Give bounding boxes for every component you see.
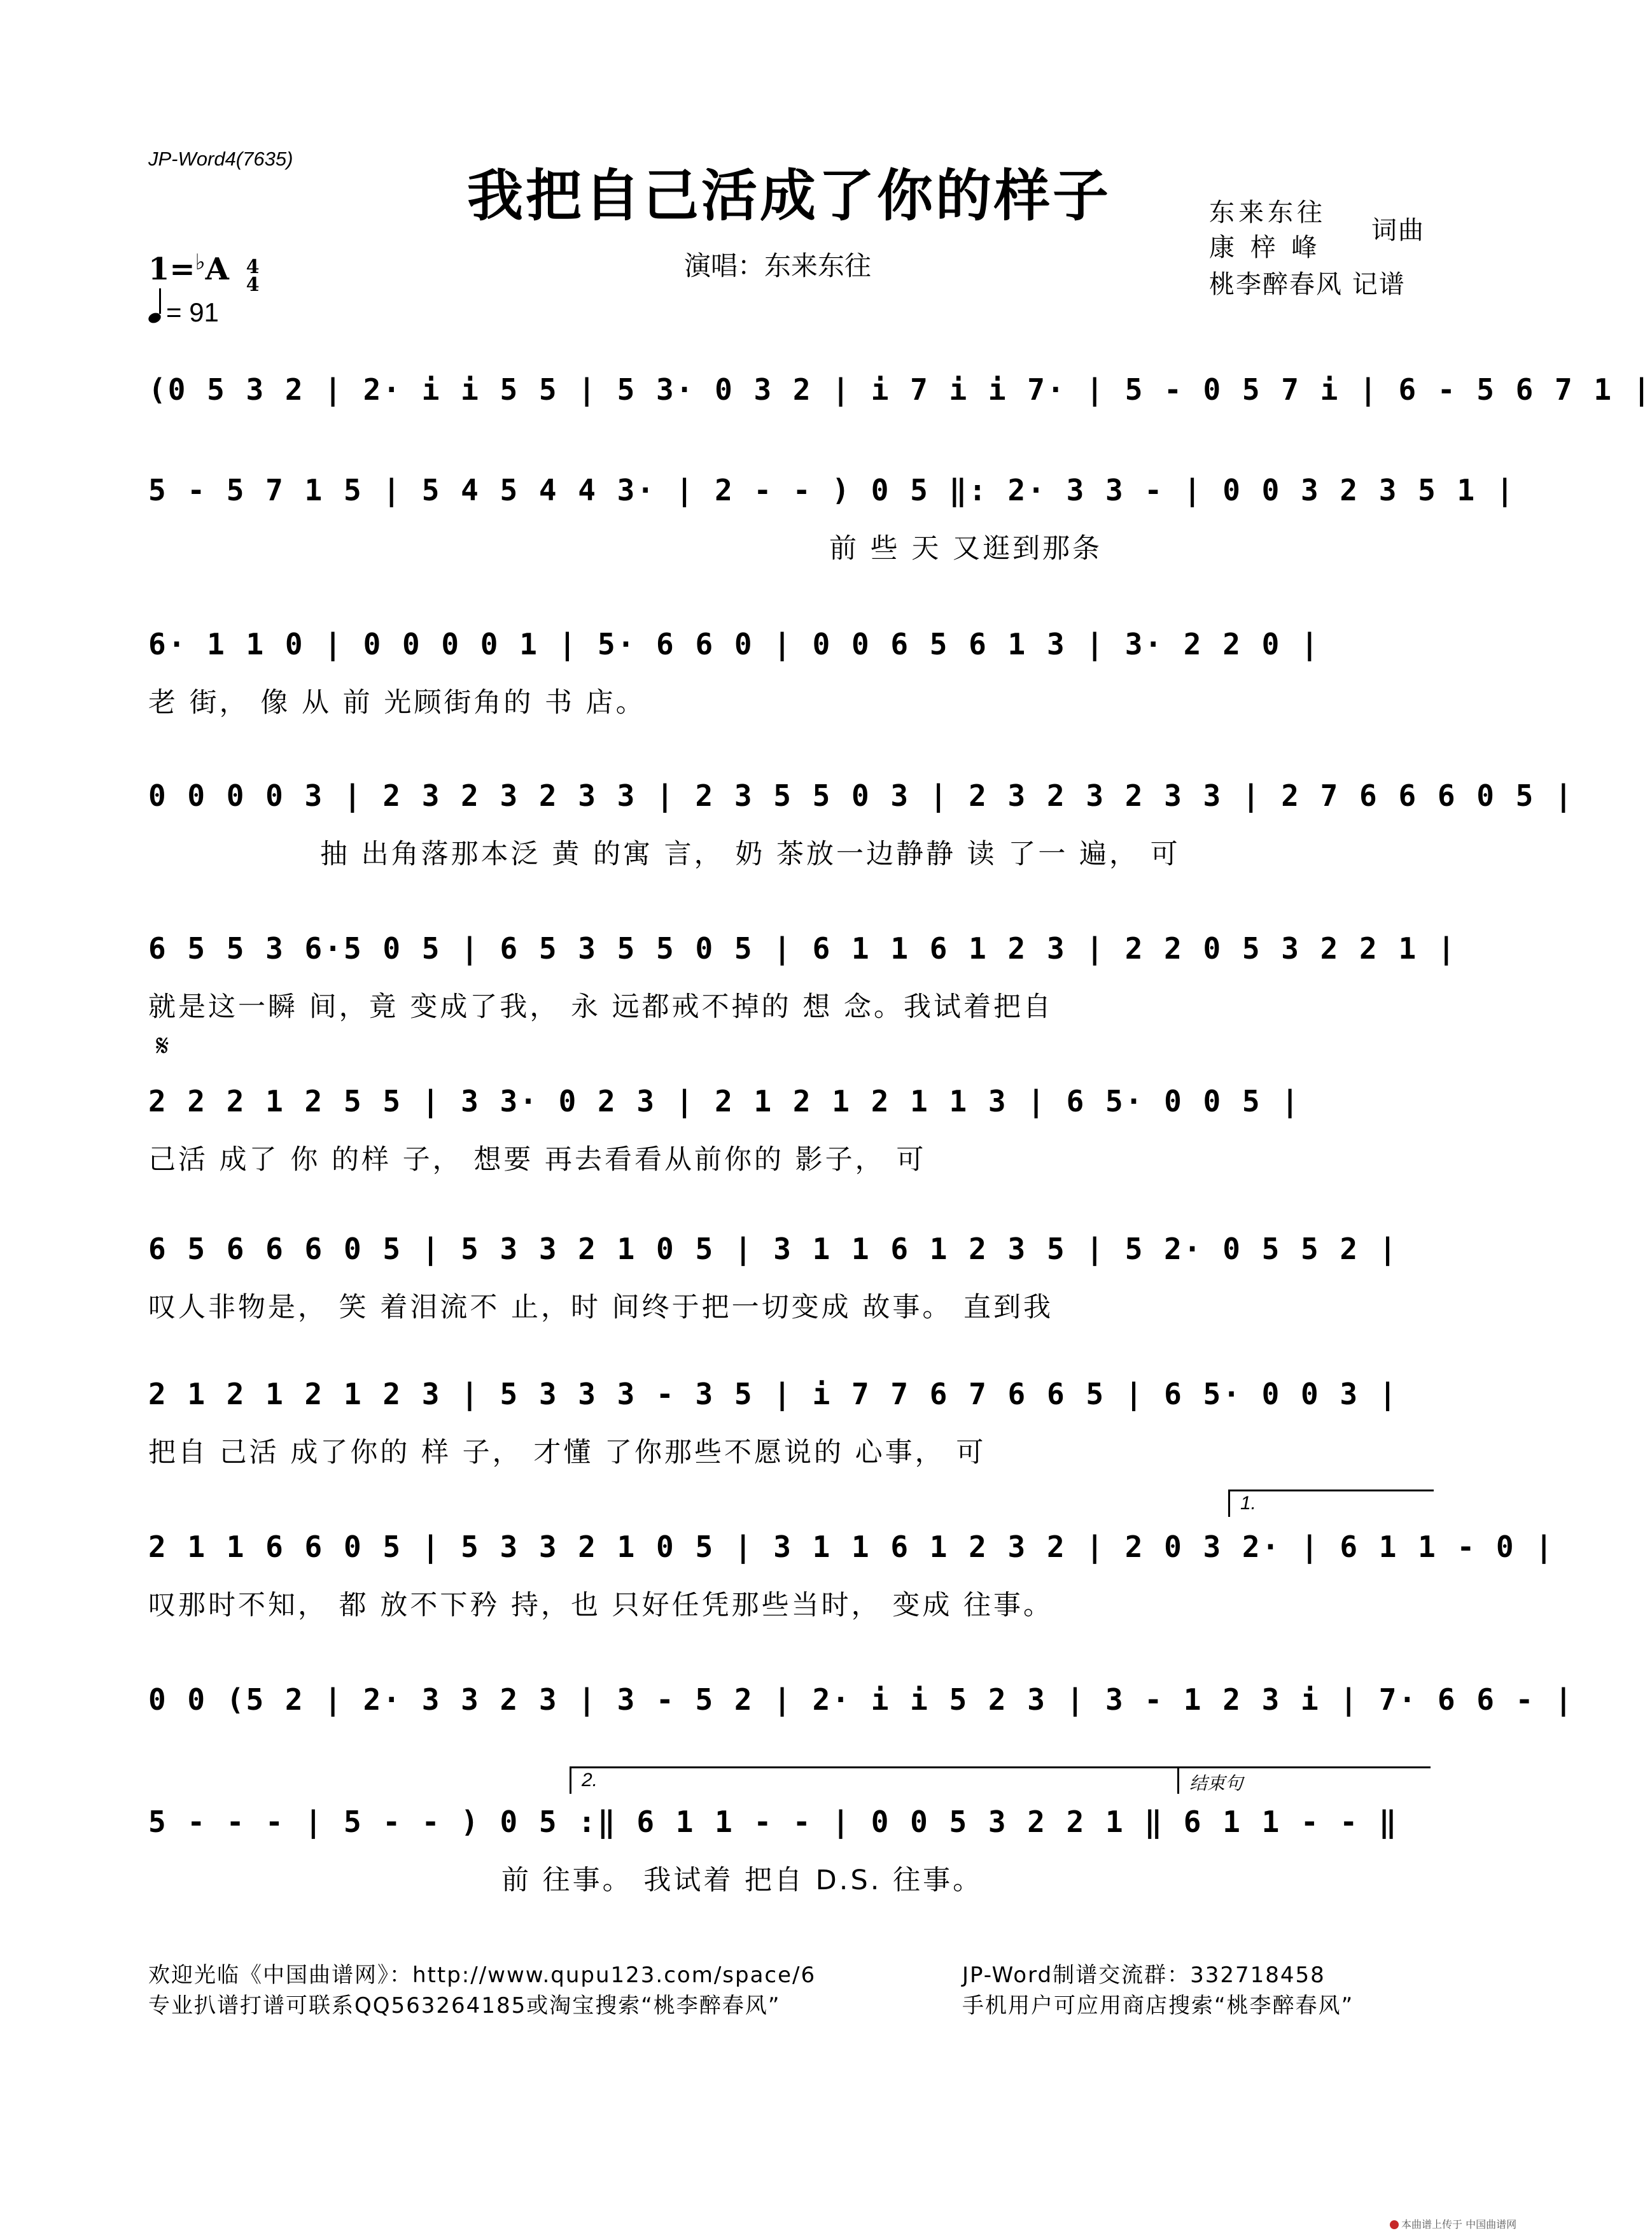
flat-icon: ♭ — [195, 250, 206, 275]
footer-contact: 专业扒谱打谱可联系QQ563264185或淘宝搜索“桃李醉春风” — [148, 1993, 781, 2018]
footer-website: 欢迎光临《中国曲谱网》：http://www.qupu123.com/space/6 — [148, 1962, 816, 1988]
system-lyrics: 老 街， 像 从 前 光顾街角的 书 店。 — [148, 687, 646, 719]
volta-1-label: 1. — [1240, 1493, 1257, 1514]
ending-bracket — [1177, 1766, 1431, 1794]
transcriber: 桃李醉春风 记谱 — [1209, 270, 1406, 299]
site-logo-icon — [1390, 2220, 1399, 2229]
system-notes: 6 5 6 6 6 0 5 | 5 3 3 2 1 0 5 | 3 1 1 6 1 2 3 5 | 5 2· 0 5 5 2 | — [148, 1232, 1399, 1266]
lyricist-name: 东来东往 — [1209, 198, 1326, 227]
system-notes: 6· 1 1 0 | 0 0 0 0 1 | 5· 6 6 0 | 0 0 6 5 6 1 3 | 3· 2 2 0 | — [148, 627, 1320, 661]
system-lyrics: 己活 成了 你 的样 子， 想要 再去看看从前你的 影子， 可 — [148, 1144, 927, 1176]
footer-group: JP-Word制谱交流群：332718458 — [962, 1962, 1326, 1988]
volta-1-bracket — [1228, 1490, 1434, 1517]
key-letter: A — [205, 251, 229, 287]
footer-app: 手机用户可应用商店搜索“桃李醉春风” — [962, 1993, 1354, 2018]
system-lyrics: 前 些 天 又逛到那条 — [829, 533, 1103, 565]
system-lyrics: 抽 出角落那本泛 黄 的寓 言， 奶 茶放一边静静 读 了一 遍， 可 — [320, 838, 1180, 870]
system-notes: (0 5 3 2 | 2· i i 5 5 | 5 3· 0 3 2 | i 7 i i 7· | 5 - 0 5 7 i | 6 - 5 6 7 1 | — [148, 372, 1652, 407]
system-lyrics: 就是这一瞬 间，竟 变成了我， 永 远都戒不掉的 想 念。我试着把自 — [148, 991, 1054, 1023]
system-notes: 2 2 2 1 2 5 5 | 3 3· 0 2 3 | 2 1 2 1 2 1 1 3 | 6 5· 0 0 5 | — [148, 1084, 1301, 1118]
system-notes: 2 1 2 1 2 1 2 3 | 5 3 3 3 - 3 5 | i 7 7 6 7 6 6 5 | 6 5· 0 0 3 | — [148, 1377, 1399, 1411]
ending-label: 结束句 — [1189, 1773, 1243, 1793]
system-notes: 0 0 (5 2 | 2· 3 3 2 3 | 3 - 5 2 | 2· i i 5 2 3 | 3 - 1 2 3 i | 7· 6 6 - | — [148, 1682, 1574, 1717]
time-top: 4 — [246, 256, 260, 278]
time-signature — [246, 258, 260, 294]
segno-icon: 𝄋 — [156, 1028, 169, 1064]
system-lyrics: 把自 己活 成了你的 样 子， 才懂 了你那些不愿说的 心事， 可 — [148, 1437, 986, 1469]
system-lyrics: 叹那时不知， 都 放不下矜 持，也 只好任凭那些当时， 变成 往事。 — [148, 1589, 1054, 1621]
system-notes: 0 0 0 0 3 | 2 3 2 3 2 3 3 | 2 3 5 5 0 3 | 2 3 2 3 2 3 3 | 2 7 6 6 6 0 5 | — [148, 778, 1574, 813]
credit-role: 词曲 — [1371, 216, 1425, 245]
upload-stamp-text: 本曲谱上传于 中国曲谱网 — [1401, 2218, 1517, 2230]
software-version: JP-Word4(7635) — [148, 148, 293, 170]
volta-2-label: 2. — [582, 1770, 598, 1791]
upload-stamp — [1387, 2216, 1516, 2231]
tempo — [148, 296, 219, 328]
key-prefix: 1= — [148, 251, 195, 287]
system-notes: 5 - - - | 5 - - ) 0 5 :‖ 6 1 1 - - | 0 0 5 3 2 2 1 ‖ 6 1 1 - - ‖ — [148, 1805, 1399, 1839]
system-notes: 5 - 5 7 1 5 | 5 4 5 4 4 3· | 2 - - ) 0 5 ‖: 2· 3 3 - | 0 0 3 2 3 5 1 | — [148, 473, 1516, 507]
system-notes: 6 5 5 3 6·5 0 5 | 6 5 3 5 5 0 5 | 6 1 1 6 1 2 3 | 2 2 0 5 3 2 2 1 | — [148, 931, 1457, 966]
performer: 演唱：东来东往 — [684, 250, 872, 281]
system-lyrics: 前 往事。 我试着 把自 D.S. 往事。 — [501, 1864, 983, 1896]
tempo-value: = 91 — [166, 297, 219, 327]
volta-2-bracket — [570, 1766, 1182, 1794]
key-signature — [148, 250, 260, 294]
time-bottom: 4 — [246, 274, 260, 296]
system-notes: 2 1 1 6 6 0 5 | 5 3 3 2 1 0 5 | 3 1 1 6 1 2 3 2 | 2 0 3 2· | 6 1 1 - 0 | — [148, 1530, 1555, 1564]
system-lyrics: 叹人非物是， 笑 着泪流不 止，时 间终于把一切变成 故事。 直到我 — [148, 1292, 1054, 1323]
song-title: 我把自己活成了你的样子 — [466, 163, 1111, 229]
note-stem — [159, 288, 161, 314]
composer-name: 康 梓 峰 — [1209, 233, 1321, 262]
